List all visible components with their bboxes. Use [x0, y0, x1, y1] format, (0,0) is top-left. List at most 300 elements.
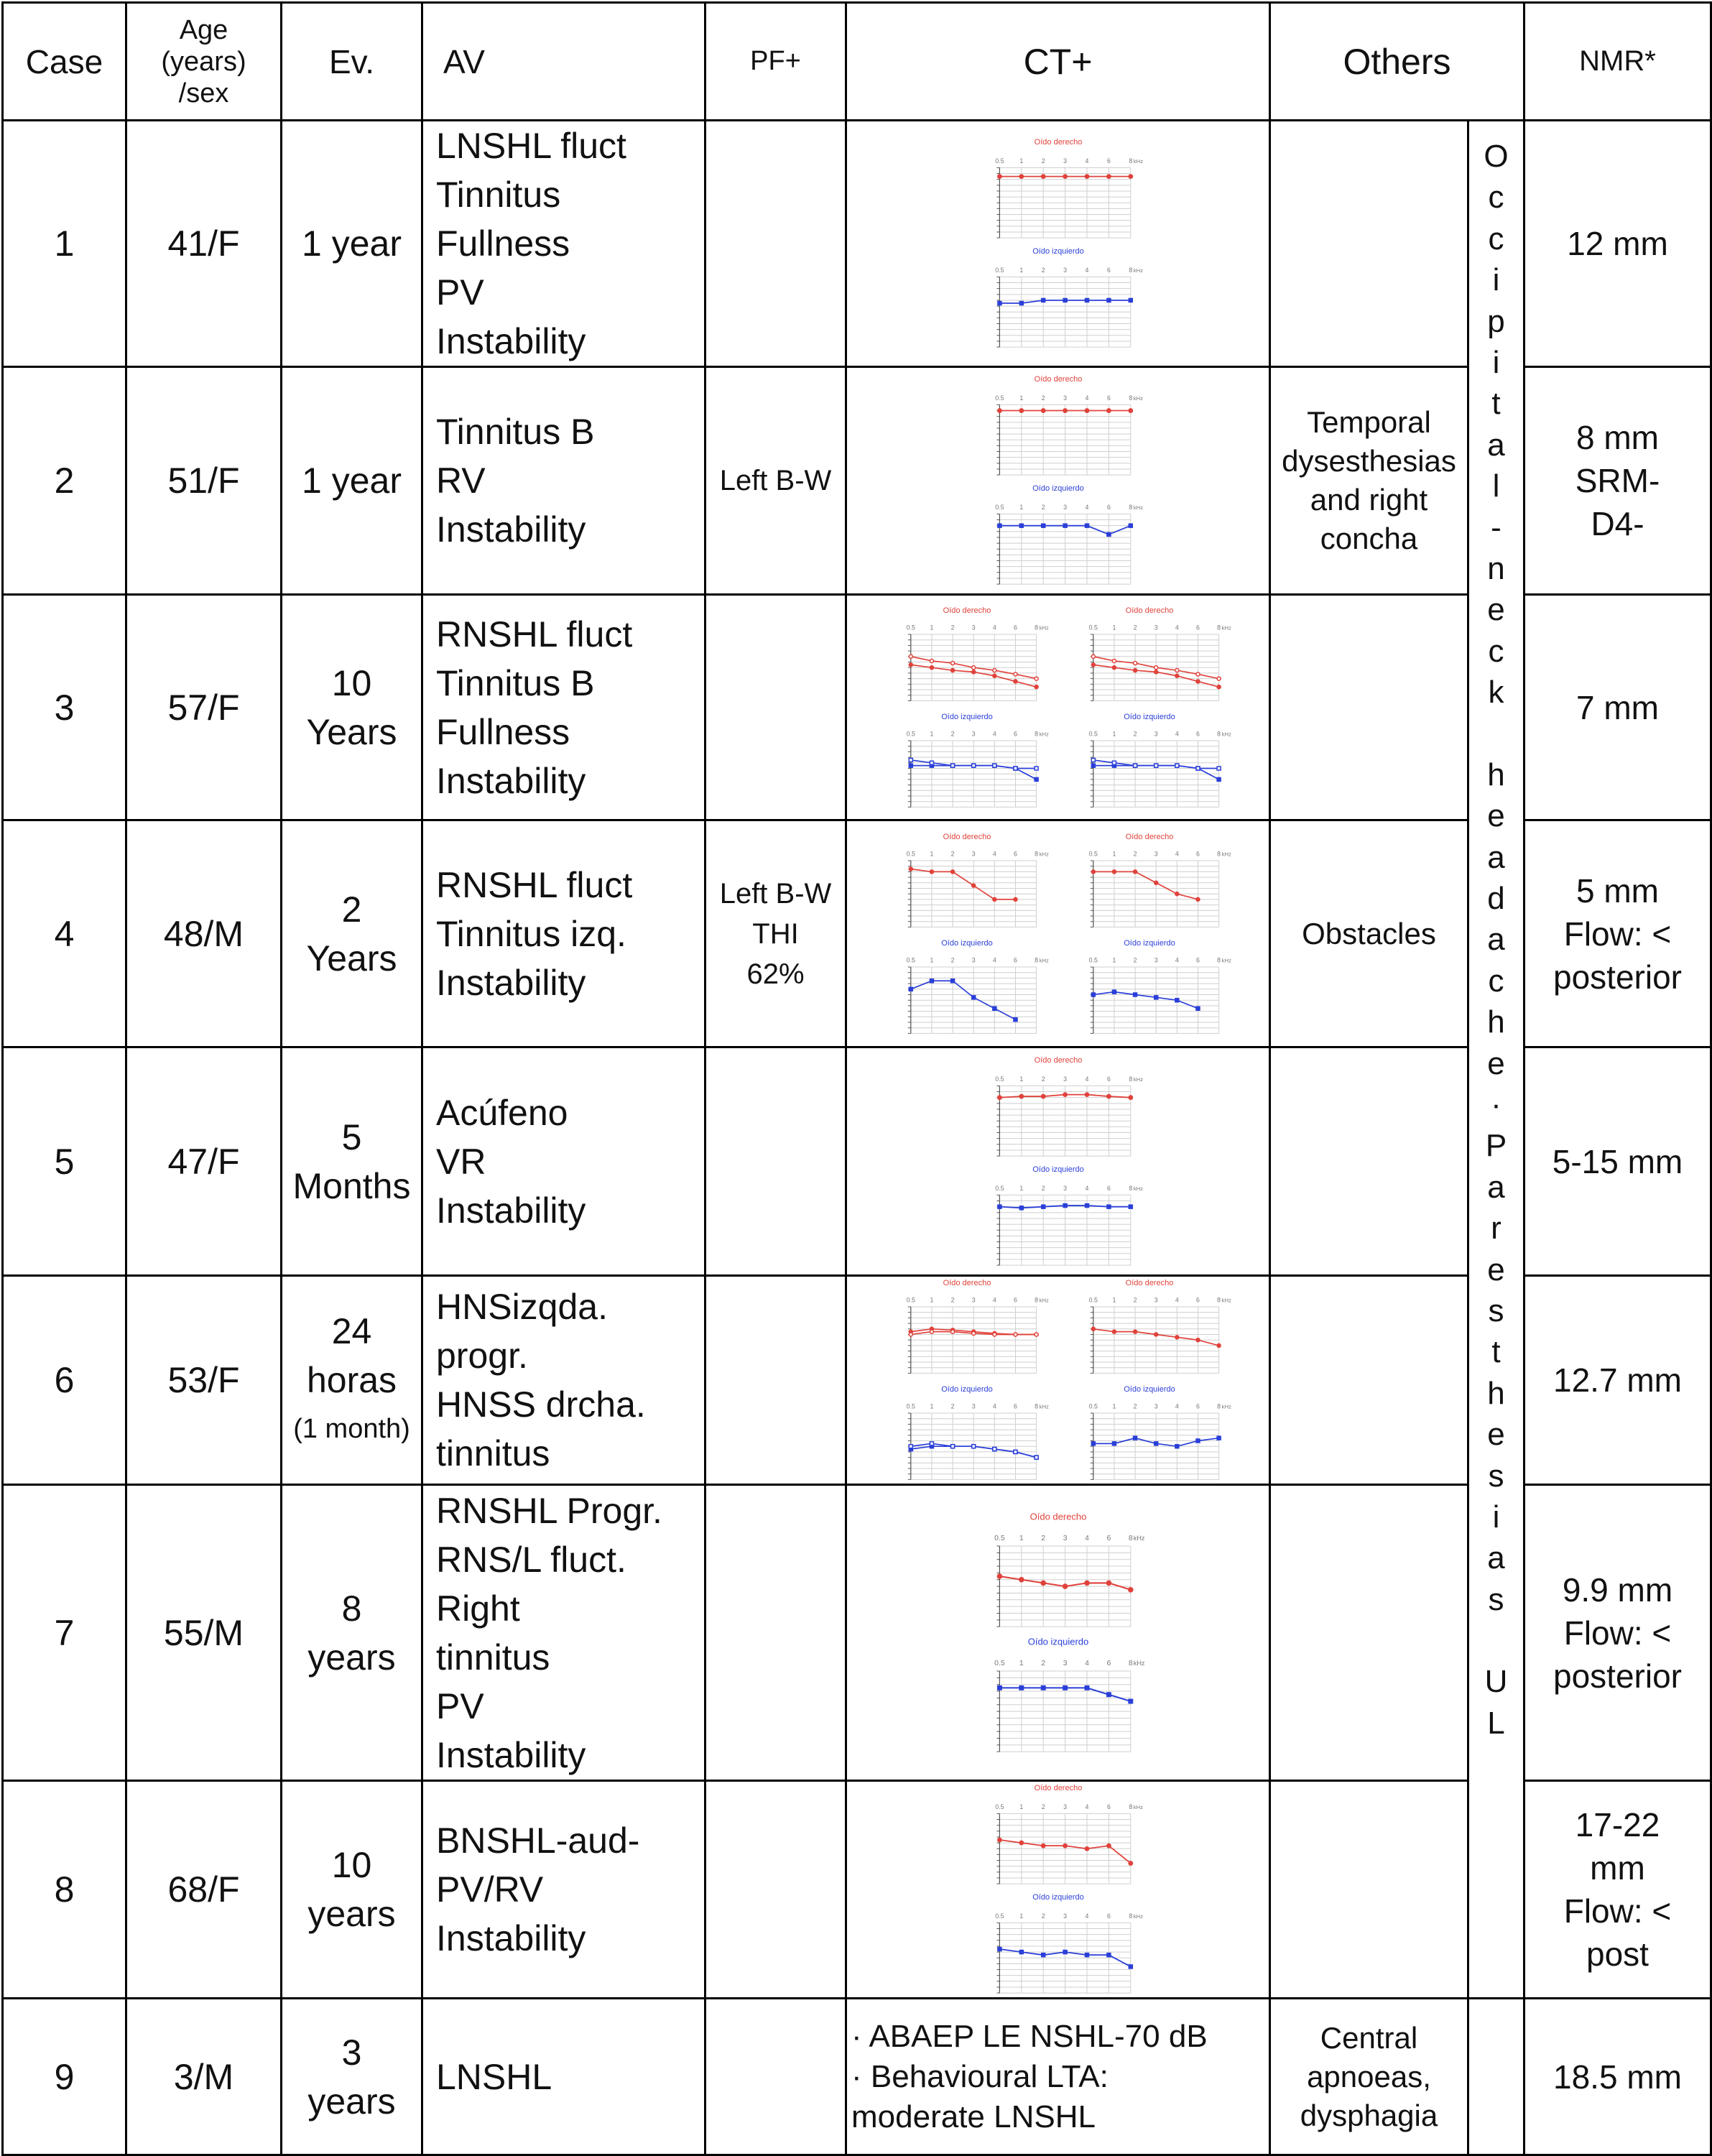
audiogram-point: [909, 764, 912, 767]
audiogram-point: [997, 1205, 1001, 1208]
table-row: [3, 1276, 1711, 1485]
audiogram-title: Oído izquierdo: [1123, 712, 1175, 721]
audiogram-title: Oído izquierdo: [1032, 247, 1084, 256]
evolution-cell: [282, 1276, 422, 1485]
vertical-label-char: s: [1488, 1458, 1504, 1494]
audiogram-point: [1091, 1442, 1095, 1445]
audiogram-point: [1085, 409, 1088, 412]
vertical-label-char: O: [1484, 139, 1509, 174]
audiogram-right-ear: [1067, 1277, 1232, 1377]
audiogram-freq-tick: 6: [1195, 1402, 1200, 1410]
audiogram-freq-tick: 6: [1106, 1534, 1111, 1542]
pf-cell: [705, 1276, 846, 1485]
evolution-cell-line: 5: [341, 1116, 362, 1157]
audiogram-title: Oído derecho: [943, 832, 991, 841]
audiogram-freq-tick: 4: [1085, 1184, 1088, 1192]
audiogram-point: [1063, 1203, 1067, 1207]
audiogram-point: [1129, 175, 1132, 178]
av-cell-line: HNSS drcha.: [436, 1384, 646, 1425]
audiogram-freq-tick: 2: [1040, 1534, 1045, 1542]
age-sex: 3/M: [126, 1999, 282, 2155]
audiogram-point: [1019, 524, 1023, 527]
audiogram-point: [1129, 1096, 1132, 1099]
ct-text-cell-line: · ABAEP LE NSHL-70 dB: [851, 2018, 1208, 2054]
audiogram-freq-tick: 4: [1084, 1659, 1089, 1667]
av-cell-line: LNSHL fluct: [436, 126, 626, 166]
evolution-cell: [282, 121, 422, 367]
audiogram-freq-tick: 3: [1154, 1296, 1158, 1304]
header-nmr: NMR*: [1524, 3, 1711, 121]
nmr-cell: [1524, 121, 1711, 367]
table-row: [3, 1999, 1711, 2155]
audiogram-point: [1106, 298, 1110, 302]
vertical-label-char: s: [1488, 1581, 1504, 1617]
nmr-cell: [1524, 1276, 1711, 1485]
audiogram-freq-tick: 6: [1013, 1296, 1017, 1304]
av-cell-line: Right: [436, 1588, 520, 1629]
audiogram-freq-tick: 6: [1195, 956, 1200, 963]
av-cell-line: RNS/L fluct.: [436, 1539, 626, 1580]
nmr-cell-line: Flow: <: [1563, 915, 1672, 953]
audiogram-point: [1128, 1587, 1132, 1591]
audiogram-title: Oído izquierdo: [940, 938, 993, 948]
audiogram-point: [1085, 1092, 1088, 1096]
audiogram-point: [1013, 1450, 1017, 1453]
audiogram-left-ear: [1067, 711, 1232, 811]
audiogram-freq-tick: 4: [1085, 394, 1088, 402]
audiogram-title: Oído derecho: [943, 1279, 991, 1288]
audiogram-freq-tick: 1: [1019, 157, 1023, 165]
audiogram-point: [950, 661, 954, 665]
av-cell-line: RNSHL Progr.: [436, 1490, 662, 1531]
audiogram-freq-tick: 1: [1019, 503, 1023, 511]
av-cell: [422, 1781, 705, 1999]
audiogram-freq-tick: 2: [1133, 849, 1137, 857]
evolution-cell: [282, 1047, 422, 1276]
av-cell-line: Instability: [436, 962, 586, 1003]
vertical-label-char: -: [1491, 509, 1502, 545]
others-cell: [1270, 595, 1468, 820]
av-cell-line: PV/RV: [436, 1869, 544, 1910]
audiogram-freq-tick: 2: [1133, 956, 1137, 963]
evolution-cell-line: 3: [341, 2032, 362, 2073]
audiogram-freq-tick: 6: [1013, 729, 1017, 737]
evolution-cell-line: 10: [331, 662, 372, 703]
audiogram-point: [1013, 1333, 1017, 1336]
audiogram-point: [1019, 1206, 1023, 1209]
audiogram-point: [1041, 1581, 1045, 1585]
av-cell: [422, 367, 705, 595]
audiogram-freq-tick: 0.5: [906, 1296, 915, 1304]
audiogram-series-line: [1093, 871, 1198, 899]
audiogram-point: [971, 665, 975, 669]
evolution-cell-line: 8: [341, 1588, 362, 1629]
audiogram-left-ear: [972, 1891, 1144, 1997]
audiogram-freq-unit: kHz: [1039, 1297, 1049, 1304]
audiogram-freq-tick: 3: [1063, 1075, 1067, 1083]
age-sex: 47/F: [126, 1047, 282, 1276]
vertical-label-char: n: [1487, 550, 1505, 586]
audiogram-freq-tick: 8: [1216, 849, 1221, 857]
audiogram-freq-tick: 8: [1034, 849, 1038, 857]
audiogram-point: [997, 1948, 1001, 1951]
audiogram-freq-tick: 8: [1128, 1534, 1133, 1542]
audiogram-point: [1063, 1092, 1066, 1096]
audiogram-point: [1106, 175, 1110, 178]
vertical-label-cell: [1468, 121, 1524, 1999]
others-cell: [1270, 1047, 1468, 1276]
nmr-cell-line: 9.9 mm: [1562, 1570, 1673, 1609]
audiogram-point: [1013, 679, 1017, 683]
audiogram-freq-tick: 4: [992, 623, 996, 631]
audiogram-point: [1217, 777, 1221, 781]
audiogram-freq-tick: 0.5: [906, 729, 915, 737]
audiogram-point: [1133, 764, 1137, 767]
vertical-label-char: [1491, 1620, 1500, 1661]
audiogram-left-ear: [1067, 1383, 1232, 1484]
audiogram-point: [992, 764, 996, 767]
audiogram-point: [1217, 685, 1221, 688]
audiogram-freq-tick: 3: [971, 729, 976, 737]
audiogram-point: [992, 1448, 996, 1451]
audiogram-group: [847, 831, 1269, 1037]
audiogram-right-ear: [972, 1054, 1144, 1160]
case-number: 7: [3, 1485, 126, 1781]
audiogram-point: [1106, 1693, 1110, 1696]
audiogram-freq-unit: kHz: [1133, 1659, 1144, 1667]
av-cell-line: Fullness: [436, 711, 570, 752]
audiogram-freq-tick: 1: [1111, 729, 1116, 737]
ct-text-cell: [846, 1999, 1270, 2155]
vertical-label-char: c: [1488, 180, 1504, 216]
audiogram-freq-tick: 1: [929, 956, 933, 963]
audiogram-point: [1106, 1094, 1110, 1098]
audiogram-point: [1091, 654, 1095, 658]
audiogram-left-ear: [1067, 937, 1232, 1037]
evolution-cell: [282, 1999, 422, 2155]
audiogram-point: [930, 665, 933, 669]
audiogram-freq-tick: 8: [1128, 1184, 1132, 1192]
audiogram-title: Oído izquierdo: [1032, 1893, 1084, 1902]
audiogram-point: [1133, 661, 1137, 665]
vertical-label-char: U: [1484, 1664, 1508, 1700]
audiogram-freq-tick: 2: [1133, 729, 1137, 737]
audiogram-point: [1013, 897, 1017, 901]
audiogram-freq-tick: 1: [1019, 1803, 1023, 1810]
audiogram-point: [992, 1333, 996, 1336]
audiogram-freq-tick: 3: [1154, 1402, 1158, 1410]
audiogram-freq-tick: 8: [1216, 623, 1221, 631]
audiogram-point: [1154, 1333, 1157, 1336]
ct-audiogram-cell: [846, 1485, 1270, 1781]
audiogram-point: [1112, 990, 1116, 994]
audiogram-point: [1041, 298, 1045, 302]
audiogram-point: [930, 659, 933, 662]
audiogram-point: [909, 867, 912, 871]
av-cell-line: progr.: [436, 1336, 528, 1376]
vertical-label-char: r: [1491, 1211, 1502, 1246]
table-row: [3, 367, 1711, 595]
table-row: [3, 820, 1711, 1047]
audiogram-point: [909, 758, 912, 762]
nmr-cell-line: 17-22: [1575, 1806, 1660, 1843]
audiogram-freq-tick: 8: [1128, 157, 1132, 165]
audiogram-freq-tick: 3: [1154, 849, 1158, 857]
audiogram-freq-tick: 1: [1019, 1534, 1024, 1542]
audiogram-freq-tick: 4: [1084, 1534, 1089, 1542]
pf-cell: [705, 121, 846, 367]
pf-cell: [705, 820, 846, 1047]
evolution-cell-line: years: [307, 1894, 396, 1934]
av-cell-line: Instability: [436, 760, 586, 801]
audiogram-freq-tick: 2: [950, 1296, 955, 1304]
audiogram-freq-tick: 1: [1111, 623, 1116, 631]
audiogram-right-ear: [1067, 604, 1232, 705]
audiogram-freq-tick: 8: [1128, 1803, 1132, 1810]
audiogram-freq-unit: kHz: [1039, 956, 1049, 963]
audiogram-point: [1063, 524, 1067, 527]
audiogram-title: Oído izquierdo: [1123, 1385, 1175, 1394]
table-row: [3, 121, 1711, 367]
evolution-cell-line: 24: [331, 1311, 372, 1351]
audiogram-point: [1063, 298, 1067, 302]
audiogram-point: [1112, 659, 1116, 662]
audiogram-point: [1129, 409, 1132, 412]
evolution-cell-line: 2: [341, 889, 362, 930]
audiogram-point: [1041, 409, 1045, 412]
header-row: [3, 3, 1711, 121]
others-cell: [1270, 1781, 1468, 1999]
audiogram-freq-tick: 4: [1175, 729, 1179, 737]
av-cell: [422, 1999, 705, 2155]
audiogram-point: [1019, 409, 1023, 412]
audiogram-freq-tick: 8: [1128, 1075, 1132, 1083]
audiogram-point: [1175, 764, 1178, 767]
audiogram-point: [1154, 764, 1157, 767]
av-cell: [422, 820, 705, 1047]
others-cell-line: apnoeas,: [1307, 2059, 1431, 2093]
audiogram-point: [1154, 1442, 1157, 1445]
audiogram-point: [1133, 993, 1137, 996]
others-cell: [1270, 121, 1468, 367]
audiogram-freq-tick: 6: [1013, 623, 1017, 631]
av-cell-line: Tinnitus: [436, 175, 561, 215]
header-case: Case: [3, 3, 126, 121]
nmr-cell: [1524, 367, 1711, 595]
audiogram-point: [1106, 1844, 1110, 1848]
audiogram-freq-tick: 8: [1128, 503, 1132, 511]
others-cell-line: concha: [1320, 522, 1418, 555]
audiogram-group: [847, 1509, 1269, 1757]
audiogram-point: [1217, 677, 1221, 680]
pf-cell-line: Left B-W: [719, 465, 832, 496]
audiogram-point: [1085, 1847, 1088, 1851]
audiogram-freq-tick: 0.5: [994, 1184, 1004, 1192]
audiogram-point: [1154, 670, 1157, 673]
audiogram-point: [1091, 993, 1095, 996]
ct-audiogram-cell: [846, 595, 1270, 820]
pf-cell: [705, 1999, 846, 2155]
audiogram-group: [847, 373, 1269, 588]
audiogram-freq-tick: 2: [1041, 394, 1045, 402]
audiogram-freq-tick: 3: [971, 1296, 976, 1304]
audiogram-freq-tick: 2: [950, 849, 955, 857]
audiogram-freq-tick: 6: [1106, 503, 1111, 511]
vertical-label-char: i: [1492, 1499, 1500, 1535]
av-cell-line: BNSHL-aud-: [436, 1820, 640, 1861]
audiogram-point: [930, 1330, 933, 1333]
av-cell-line: Instability: [436, 1918, 586, 1958]
audiogram-point: [1085, 1685, 1088, 1689]
audiogram-freq-tick: 0.5: [994, 503, 1004, 511]
av-cell-line: PV: [436, 272, 484, 313]
audiogram-freq-tick: 4: [992, 1402, 996, 1410]
audiogram-point: [1175, 892, 1178, 895]
nmr-cell-line: D4-: [1591, 505, 1644, 542]
audiogram-point: [1175, 998, 1178, 1001]
audiogram-point: [1041, 175, 1045, 178]
ct-text-cell-line: moderate LNSHL: [851, 2099, 1096, 2134]
pf-cell: [705, 1047, 846, 1276]
audiogram-freq-tick: 2: [1133, 1296, 1137, 1304]
audiogram-point: [1217, 767, 1221, 770]
audiogram-freq-tick: 1: [1019, 394, 1023, 402]
nmr-cell-line: Flow: <: [1563, 1892, 1672, 1930]
audiogram-freq-tick: 6: [1013, 849, 1017, 857]
audiogram-point: [1112, 1330, 1116, 1333]
audiogram-title: Oído derecho: [1034, 375, 1082, 384]
evolution-cell-line: Years: [306, 711, 397, 752]
age-sex: 53/F: [126, 1276, 282, 1485]
av-cell-line: RV: [436, 461, 486, 501]
vertical-label-char: i: [1492, 344, 1500, 380]
vertical-label-char: t: [1491, 1334, 1501, 1370]
audiogram-freq-tick: 6: [1106, 157, 1111, 165]
age-sex: 55/M: [126, 1485, 282, 1781]
audiogram-point: [909, 1445, 912, 1448]
audiogram-freq-tick: 3: [971, 849, 976, 857]
audiogram-point: [1133, 668, 1137, 672]
others-cell: [1270, 1999, 1468, 2155]
audiogram-point: [971, 995, 975, 999]
audiogram-freq-tick: 3: [1063, 157, 1067, 165]
audiogram-freq-tick: 4: [1175, 849, 1179, 857]
audiogram-freq-tick: 3: [1154, 729, 1158, 737]
others-cell: [1270, 367, 1468, 595]
audiogram-series-line: [910, 869, 1015, 899]
audiogram-point: [1175, 674, 1178, 677]
audiogram-point: [1112, 869, 1116, 873]
audiogram-freq-tick: 3: [971, 956, 976, 963]
audiogram-point: [1041, 524, 1045, 527]
audiogram-freq-tick: 1: [929, 1296, 933, 1304]
audiogram-point: [992, 674, 996, 677]
audiogram-point: [1106, 532, 1110, 536]
audiogram-point: [1175, 1445, 1178, 1448]
audiogram-group: [847, 1782, 1269, 1997]
audiogram-point: [950, 764, 954, 767]
audiogram-freq-tick: 2: [950, 623, 955, 631]
vertical-label-char: [1491, 713, 1500, 754]
audiogram-freq-tick: 6: [1195, 623, 1200, 631]
audiogram-title: Oído izquierdo: [1123, 938, 1175, 948]
vertical-label-char: e: [1487, 1417, 1505, 1453]
ct-audiogram-cell: [846, 367, 1270, 595]
audiogram-freq-tick: 4: [1085, 266, 1088, 274]
audiogram-freq-tick: 8: [1216, 729, 1221, 737]
nmr-cell: [1524, 1485, 1711, 1781]
audiogram-freq-tick: 6: [1106, 1184, 1111, 1192]
audiogram-freq-tick: 2: [1041, 1184, 1045, 1192]
audiogram-freq-unit: kHz: [1133, 394, 1143, 402]
audiogram-point: [1175, 1336, 1178, 1339]
audiogram-freq-tick: 0.5: [906, 1402, 915, 1410]
audiogram-freq-tick: 0.5: [906, 849, 915, 857]
audiogram-freq-tick: 4: [1085, 1075, 1088, 1083]
age-sex: 41/F: [126, 121, 282, 367]
audiogram-freq-tick: 2: [1041, 266, 1045, 274]
case-number: 2: [3, 367, 126, 595]
audiogram-point: [997, 524, 1001, 527]
ct-text-cell-line: · Behavioural LTA:: [851, 2058, 1109, 2094]
nmr-cell: [1524, 1999, 1711, 2155]
audiogram-title: Oído derecho: [1125, 832, 1173, 841]
audiogram-point: [930, 869, 933, 873]
audiogram-freq-tick: 3: [1154, 956, 1158, 963]
audiogram-freq-tick: 3: [1063, 1803, 1067, 1810]
audiogram-left-ear: [972, 1163, 1144, 1269]
av-cell-line: Instability: [436, 321, 586, 361]
av-cell-line: Instability: [436, 1734, 586, 1775]
case-number: 1: [3, 121, 126, 367]
audiogram-point: [1129, 298, 1132, 302]
audiogram-right-ear: [972, 136, 1144, 242]
av-cell: [422, 1485, 705, 1781]
audiogram-point: [1084, 1581, 1088, 1585]
audiogram-point: [1154, 665, 1157, 669]
audiogram-point: [1195, 672, 1199, 675]
others-cell-line: Temporal: [1307, 405, 1431, 439]
header-ct: CT+: [846, 3, 1270, 121]
vertical-label-char: a: [1487, 1169, 1505, 1205]
clinical-cases-table: [1, 1, 1712, 2156]
audiogram-freq-tick: 0.5: [994, 1803, 1004, 1810]
audiogram-freq-tick: 1: [1019, 1184, 1023, 1192]
audiogram-point: [997, 1685, 1001, 1689]
ct-audiogram-cell: [846, 1276, 1270, 1485]
audiogram-point: [1154, 995, 1157, 999]
nmr-cell-line: Flow: <: [1563, 1614, 1672, 1652]
others-cell: [1270, 820, 1468, 1047]
audiogram-point: [1035, 1456, 1038, 1459]
audiogram-freq-unit: kHz: [1039, 850, 1049, 857]
av-cell-line: Tinnitus B: [436, 662, 595, 703]
audiogram-freq-tick: 2: [1133, 1402, 1137, 1410]
audiogram-point: [971, 1445, 975, 1448]
audiogram-group: [847, 604, 1269, 811]
evolution-cell-line: 1 year: [302, 223, 402, 264]
audiogram-freq-unit: kHz: [1221, 624, 1231, 631]
audiogram-freq-tick: 2: [950, 956, 955, 963]
audiogram-freq-tick: 8: [1034, 1402, 1038, 1410]
case-number: 3: [3, 595, 126, 820]
audiogram-freq-tick: 6: [1106, 1075, 1111, 1083]
av-cell-line: RNSHL fluct: [436, 864, 633, 905]
audiogram-point: [930, 1442, 933, 1445]
av-cell-line: Tinnitus B: [436, 412, 595, 452]
audiogram-point: [1195, 1439, 1199, 1443]
audiogram-point: [1112, 665, 1116, 669]
